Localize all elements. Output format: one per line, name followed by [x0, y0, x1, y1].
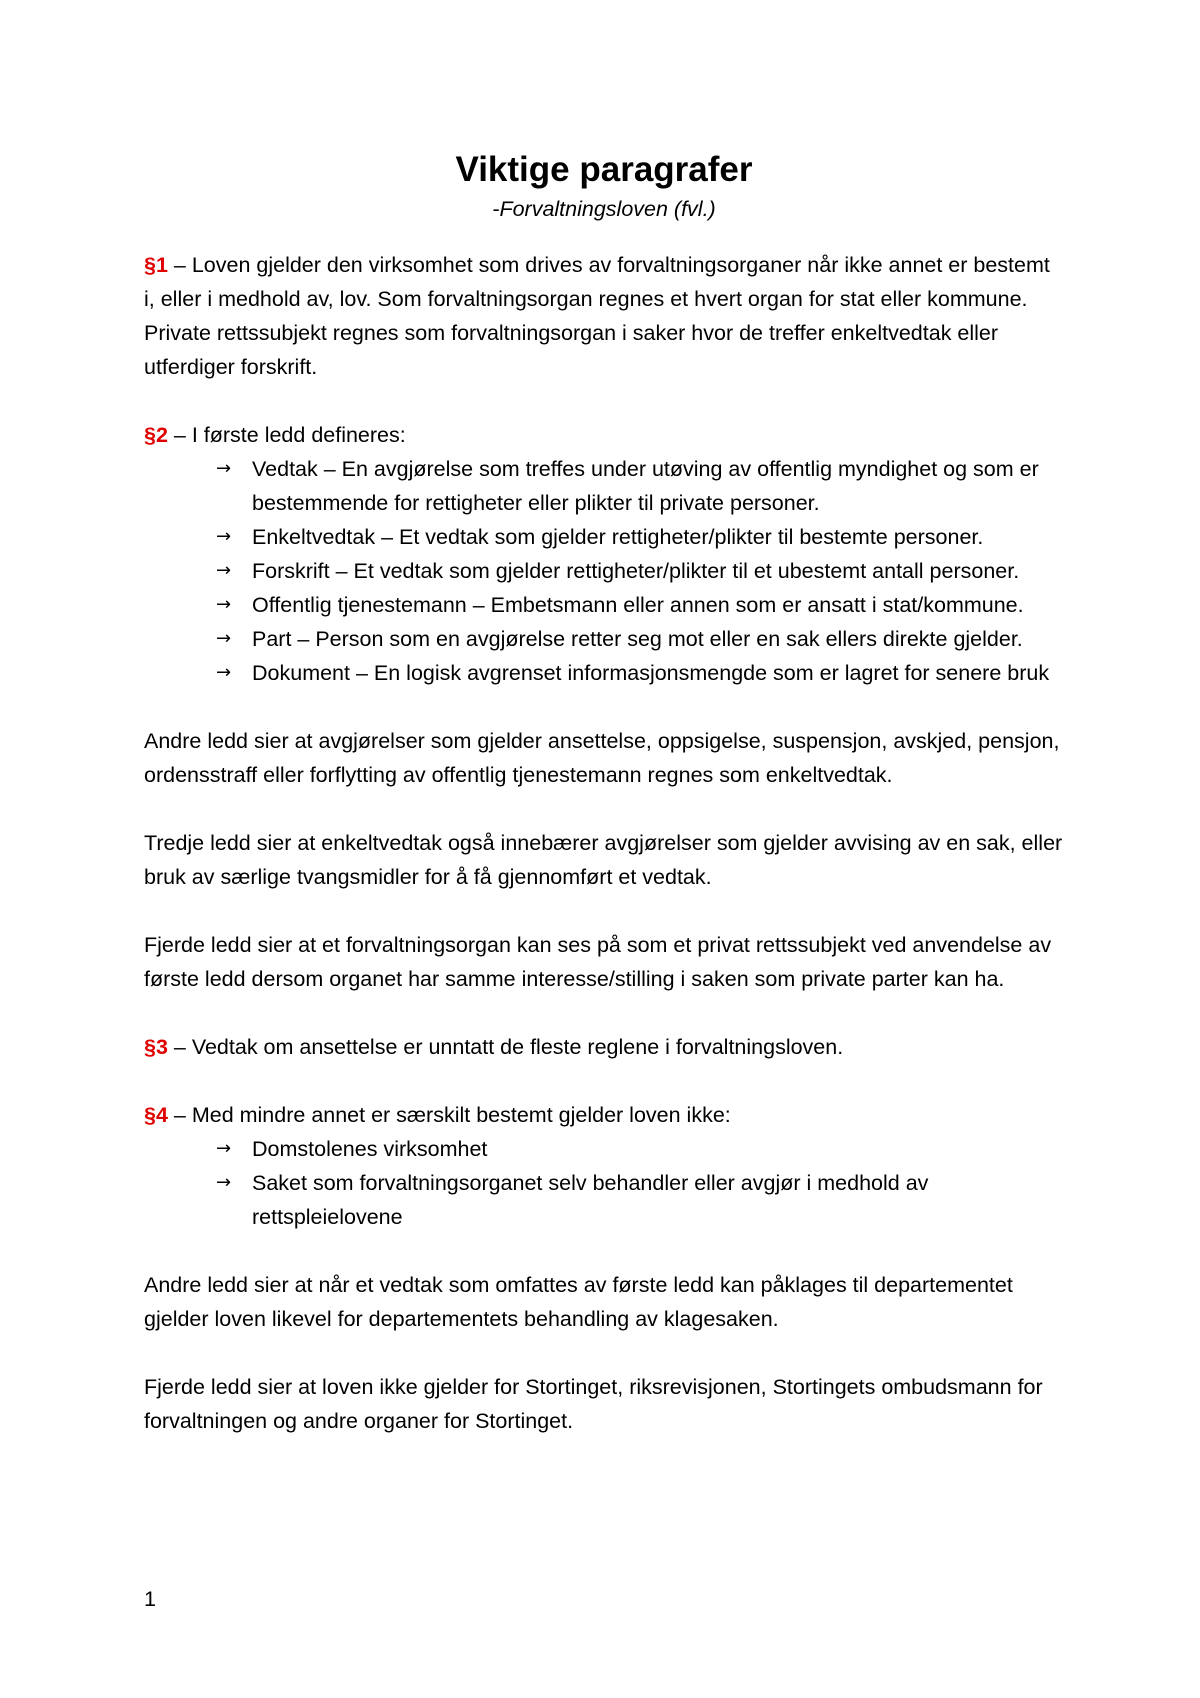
page-number: 1 [144, 1587, 156, 1611]
section-3-text: – Vedtak om ansettelse er unntatt de fleste reglene i forvaltningsloven. [167, 1035, 844, 1059]
section-2-label: §2 [144, 423, 168, 447]
document-title: Viktige paragrafer [455, 150, 753, 189]
arrow-right-icon: → [216, 560, 232, 581]
section-3-label: §3 [144, 1035, 168, 1059]
section-2-definitions-list [144, 452, 1064, 690]
arrow-right-icon: → [216, 628, 232, 649]
list-item [144, 452, 1064, 520]
section-1-paragraph [144, 248, 1064, 384]
section-4-exceptions-list [144, 1132, 1064, 1234]
section-4-andre-ledd: Andre ledd sier at når et vedtak som omfattes av første ledd kan påklages til departementet gjelder loven likevel for departementets behandling av klagesaken. [144, 1273, 1013, 1331]
definition-text: Offentlig tjenestemann – Embetsmann eller annen som er ansatt i stat/kommune. [252, 593, 1024, 617]
list-item [144, 656, 1064, 690]
section-4-intro-paragraph [144, 1098, 1064, 1132]
exception-text: Saket som forvaltningsorganet selv behandler eller avgjør i medhold av rettspleielovene [252, 1171, 929, 1229]
document-subtitle: -Forvaltningsloven (fvl.) [492, 197, 716, 221]
section-1-text: – Loven gjelder den virksomhet som drives av forvaltningsorganer når ikke annet er bestemt i, eller i medhold av, lov. Som forvaltningsorgan regnes et hvert organ for stat eller kommune. Private rettssubjekt regnes som forvaltningsorgan i saker hvor de treffer enkeltvedtak eller utferdiger forskrift. [144, 253, 1050, 379]
list-item [144, 1132, 1064, 1166]
definition-text: Part – Person som en avgjørelse retter seg mot eller en sak ellers direkte gjelder. [252, 627, 1023, 651]
section-4-fjerde-ledd: Fjerde ledd sier at loven ikke gjelder for Stortinget, riksrevisjonen, Stortingets ombudsmann for forvaltningen og andre organer for Stortinget. [144, 1375, 1043, 1433]
arrow-right-icon: → [216, 1172, 232, 1193]
exception-text: Domstolenes virksomhet [252, 1137, 488, 1161]
list-item [144, 1166, 1064, 1234]
section-2-tredje-ledd: Tredje ledd sier at enkeltvedtak også innebærer avgjørelser som gjelder avvising av en sak, eller bruk av særlige tvangsmidler for å få gjennomført et vedtak. [144, 831, 1063, 889]
definition-text: Enkeltvedtak – Et vedtak som gjelder rettigheter/plikter til bestemte personer. [252, 525, 984, 549]
section-3-paragraph [144, 1030, 1064, 1064]
section-1-label: §1 [144, 253, 168, 277]
arrow-right-icon: → [216, 526, 232, 547]
section-2-intro: – I første ledd defineres: [167, 423, 406, 447]
arrow-right-icon: → [216, 458, 232, 479]
arrow-right-icon: → [216, 1138, 232, 1159]
definition-text: Dokument – En logisk avgrenset informasjonsmengde som er lagret for senere bruk [252, 661, 1050, 685]
arrow-right-icon: → [216, 662, 232, 683]
section-4-intro: – Med mindre annet er særskilt bestemt gjelder loven ikke: [167, 1103, 731, 1127]
list-item [144, 588, 1064, 622]
arrow-right-icon: → [216, 594, 232, 615]
definition-text: Forskrift – Et vedtak som gjelder rettigheter/plikter til et ubestemt antall personer. [252, 559, 1020, 583]
section-2-fjerde-ledd: Fjerde ledd sier at et forvaltningsorgan kan ses på som et privat rettssubjekt ved anvendelse av første ledd dersom organet har samme interesse/stilling i saken som private parter kan ha. [144, 933, 1052, 991]
list-item [144, 622, 1064, 656]
list-item [144, 520, 1064, 554]
list-item [144, 554, 1064, 588]
document-body [144, 148, 1064, 1472]
section-2-andre-ledd: Andre ledd sier at avgjørelser som gjelder ansettelse, oppsigelse, suspensjon, avskjed, pensjon, ordensstraff eller forflytting av offentlig tjenestemann regnes som enkeltvedtak. [144, 729, 1060, 787]
section-4-label: §4 [144, 1103, 168, 1127]
definition-text: Vedtak – En avgjørelse som treffes under utøving av offentlig myndighet og som er bestemmende for rettigheter eller plikter til private personer. [252, 457, 1039, 515]
section-2-intro-paragraph [144, 418, 1064, 452]
